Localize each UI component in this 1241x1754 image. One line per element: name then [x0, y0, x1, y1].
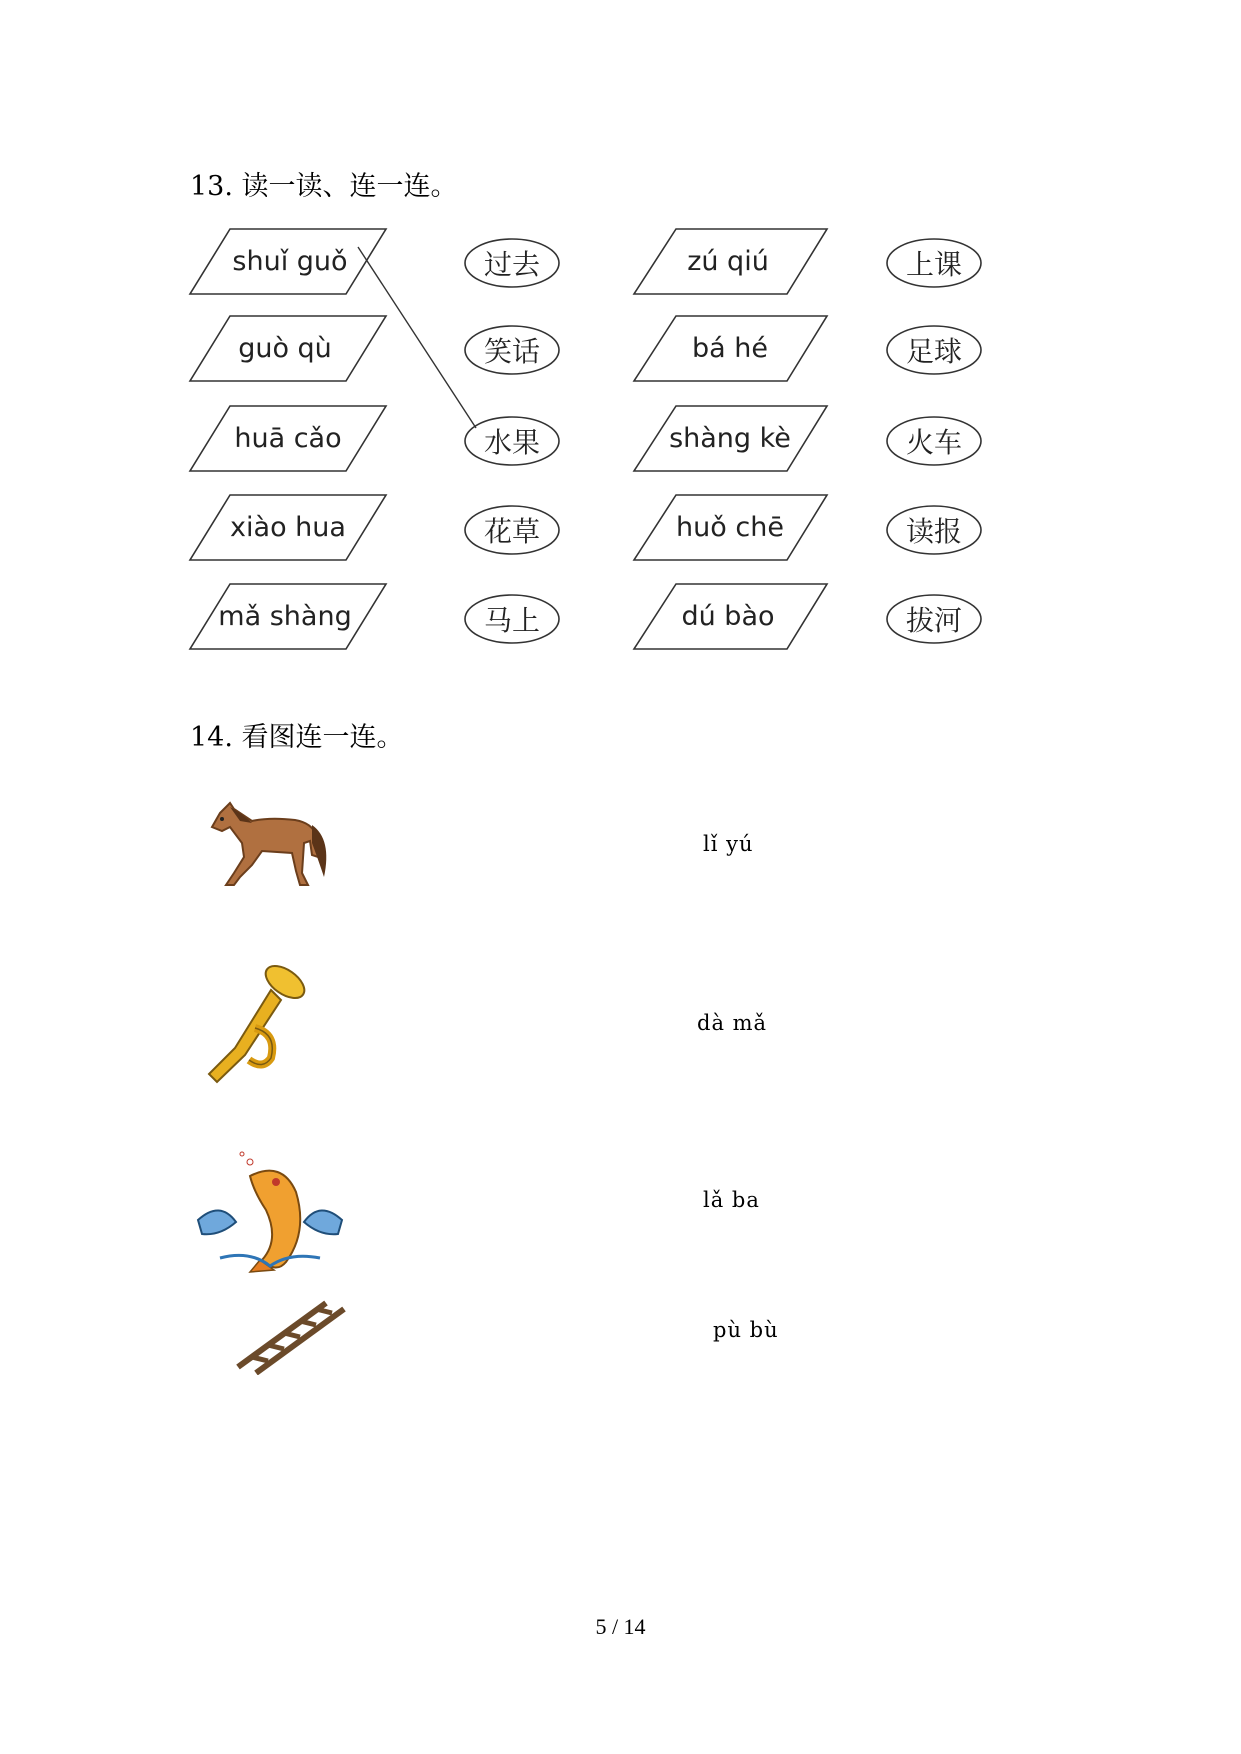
ladder-icon: [230, 1295, 350, 1375]
pinyin-option: lǎ ba: [703, 1188, 760, 1212]
word-label: 马上: [483, 604, 541, 637]
word-label: 拔河: [905, 604, 963, 637]
matching-figure: [0, 0, 1241, 700]
word-label: 足球: [905, 335, 963, 368]
pinyin-label: xiào hua: [230, 512, 346, 543]
word-label: 上课: [905, 248, 963, 281]
word-label: 过去: [483, 248, 541, 281]
pinyin-option: dà mǎ: [697, 1011, 768, 1035]
word-label: 笑话: [483, 335, 541, 368]
pinyin-label: huā cǎo: [234, 423, 342, 454]
pinyin-option: lǐ yú: [703, 832, 754, 856]
carp-icon: [190, 1140, 350, 1280]
word-label: 火车: [905, 426, 963, 459]
word-label: 读报: [905, 515, 963, 548]
pinyin-label: dú bào: [681, 601, 775, 632]
page-number: 5 / 14: [595, 1614, 646, 1639]
pinyin-label: guò qù: [238, 333, 332, 364]
pinyin-label: huǒ chē: [676, 512, 784, 543]
word-label: 水果: [483, 426, 541, 459]
horse-icon: [200, 795, 335, 895]
pinyin-label: shuǐ guǒ: [232, 246, 348, 277]
example-connect-line: [358, 247, 476, 428]
pinyin-label: shàng kè: [669, 423, 791, 454]
question-14-title: 14. 看图连一连。: [190, 722, 404, 753]
pinyin-label: bá hé: [692, 333, 768, 364]
question-13-title: 13. 读一读、连一连。: [190, 171, 458, 202]
word-label: 花草: [483, 515, 541, 548]
pinyin-label: mǎ shàng: [218, 601, 352, 632]
horn-icon: [205, 960, 315, 1090]
pinyin-label: zú qiú: [687, 246, 769, 277]
pinyin-option: pù bù: [713, 1318, 779, 1342]
